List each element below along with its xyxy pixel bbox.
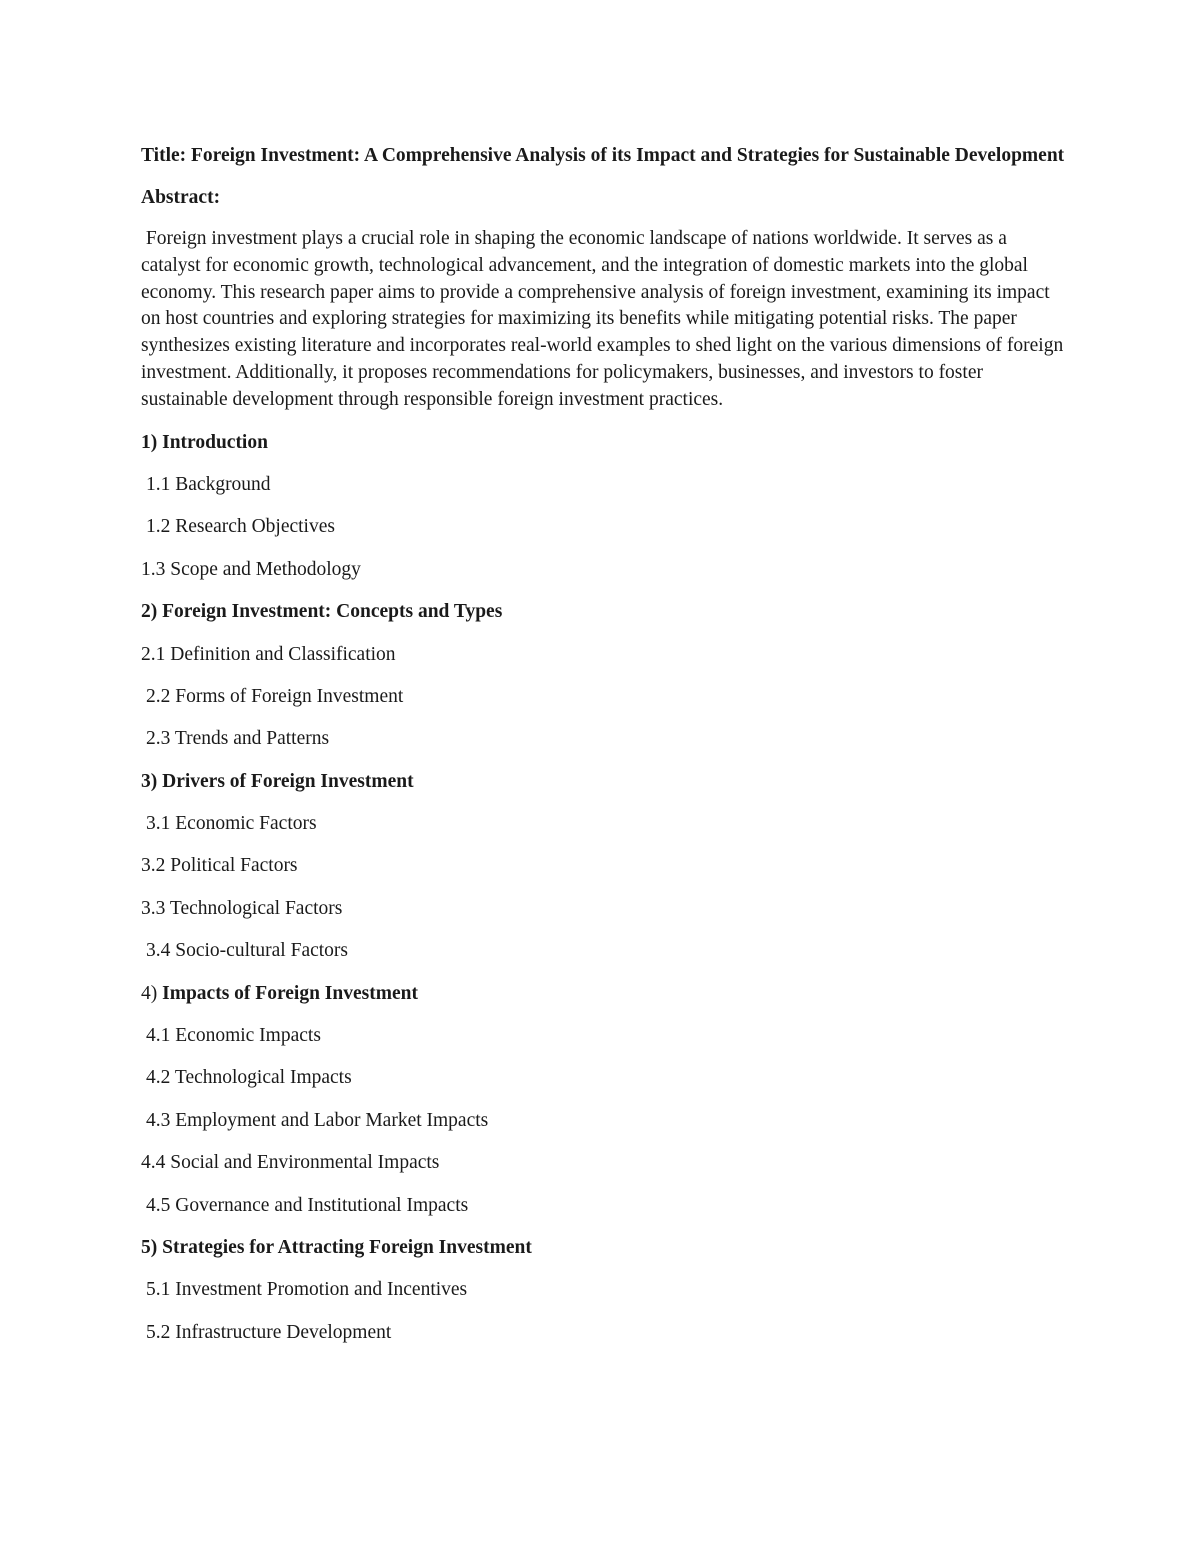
section-number: 4) (141, 982, 163, 1004)
subsection-item (141, 810, 1071, 837)
subsection-item (141, 1319, 1071, 1346)
subsection-title: 4.1 Economic Impacts (146, 1025, 321, 1047)
outline-list (141, 429, 1071, 1346)
section-heading (141, 429, 1071, 456)
subsection-title: 4.3 Employment and Labor Market Impacts (146, 1109, 489, 1131)
subsection-title: 1.2 Research Objectives (146, 516, 335, 538)
section-heading (141, 980, 1071, 1007)
section-title: 1) Introduction (141, 431, 268, 453)
subsection-item (141, 852, 1071, 879)
subsection-title: 5.1 Investment Promotion and Incentives (146, 1279, 468, 1301)
subsection-title: 4.4 Social and Environmental Impacts (141, 1152, 440, 1174)
subsection-title: 4.5 Governance and Institutional Impacts (146, 1194, 469, 1216)
subsection-item (141, 471, 1071, 498)
section-heading (141, 598, 1071, 625)
section-title: Impacts of Foreign Investment (162, 982, 418, 1004)
subsection-title: 3.1 Economic Factors (146, 813, 317, 835)
subsection-item (141, 895, 1071, 922)
subsection-title: 1.1 Background (146, 473, 271, 495)
section-heading (141, 768, 1071, 795)
subsection-title: 3.2 Political Factors (141, 855, 298, 877)
subsection-title: 2.3 Trends and Patterns (146, 728, 330, 750)
subsection-item (141, 725, 1071, 752)
subsection-item (141, 937, 1071, 964)
abstract-text (141, 226, 1071, 414)
subsection-item (141, 1276, 1071, 1303)
document-content (141, 142, 1071, 1361)
abstract-body-text: Foreign investment plays a crucial role in shaping the economic landscape of nations worldwide. It serves as a catalyst for economic growth, technological advancement, and the integration of domestic markets into the global economy. This research paper aims to provide a comprehensive analysis of foreign investment, examining its impact on host countries and exploring strategies for maximizing its benefits while mitigating potential risks. The paper synthesizes existing literature and incorporates real-world examples to shed light on the various dimensions of foreign investment. Additionally, it proposes recommendations for policymakers, businesses, and investors to foster sustainable development through responsible foreign investment practices. (141, 228, 1064, 410)
abstract-heading: Abstract: (141, 187, 221, 208)
subsection-item (141, 1192, 1071, 1219)
subsection-title: 1.3 Scope and Methodology (141, 558, 361, 580)
subsection-item (141, 513, 1071, 540)
section-title: 2) Foreign Investment: Concepts and Types (141, 601, 503, 623)
subsection-title: 2.1 Definition and Classification (141, 643, 396, 665)
section-title: 5) Strategies for Attracting Foreign Investment (141, 1237, 532, 1258)
document-title: Title: Foreign Investment: A Comprehensive Analysis of its Impact and Strategies for Sustainable Development (141, 145, 1065, 166)
subsection-item (141, 1107, 1071, 1134)
subsection-title: 5.2 Infrastructure Development (146, 1321, 392, 1343)
section-title: 3) Drivers of Foreign Investment (141, 770, 414, 792)
section-heading (141, 1234, 1071, 1261)
subsection-title: 2.2 Forms of Foreign Investment (146, 685, 404, 707)
subsection-title: 3.4 Socio-cultural Factors (146, 940, 348, 962)
subsection-item (141, 683, 1071, 710)
subsection-item (141, 556, 1071, 583)
subsection-item (141, 641, 1071, 668)
subsection-item (141, 1064, 1071, 1091)
subsection-title: 4.2 Technological Impacts (146, 1067, 352, 1089)
subsection-title: 3.3 Technological Factors (141, 897, 343, 919)
subsection-item (141, 1022, 1071, 1049)
subsection-item (141, 1149, 1071, 1176)
